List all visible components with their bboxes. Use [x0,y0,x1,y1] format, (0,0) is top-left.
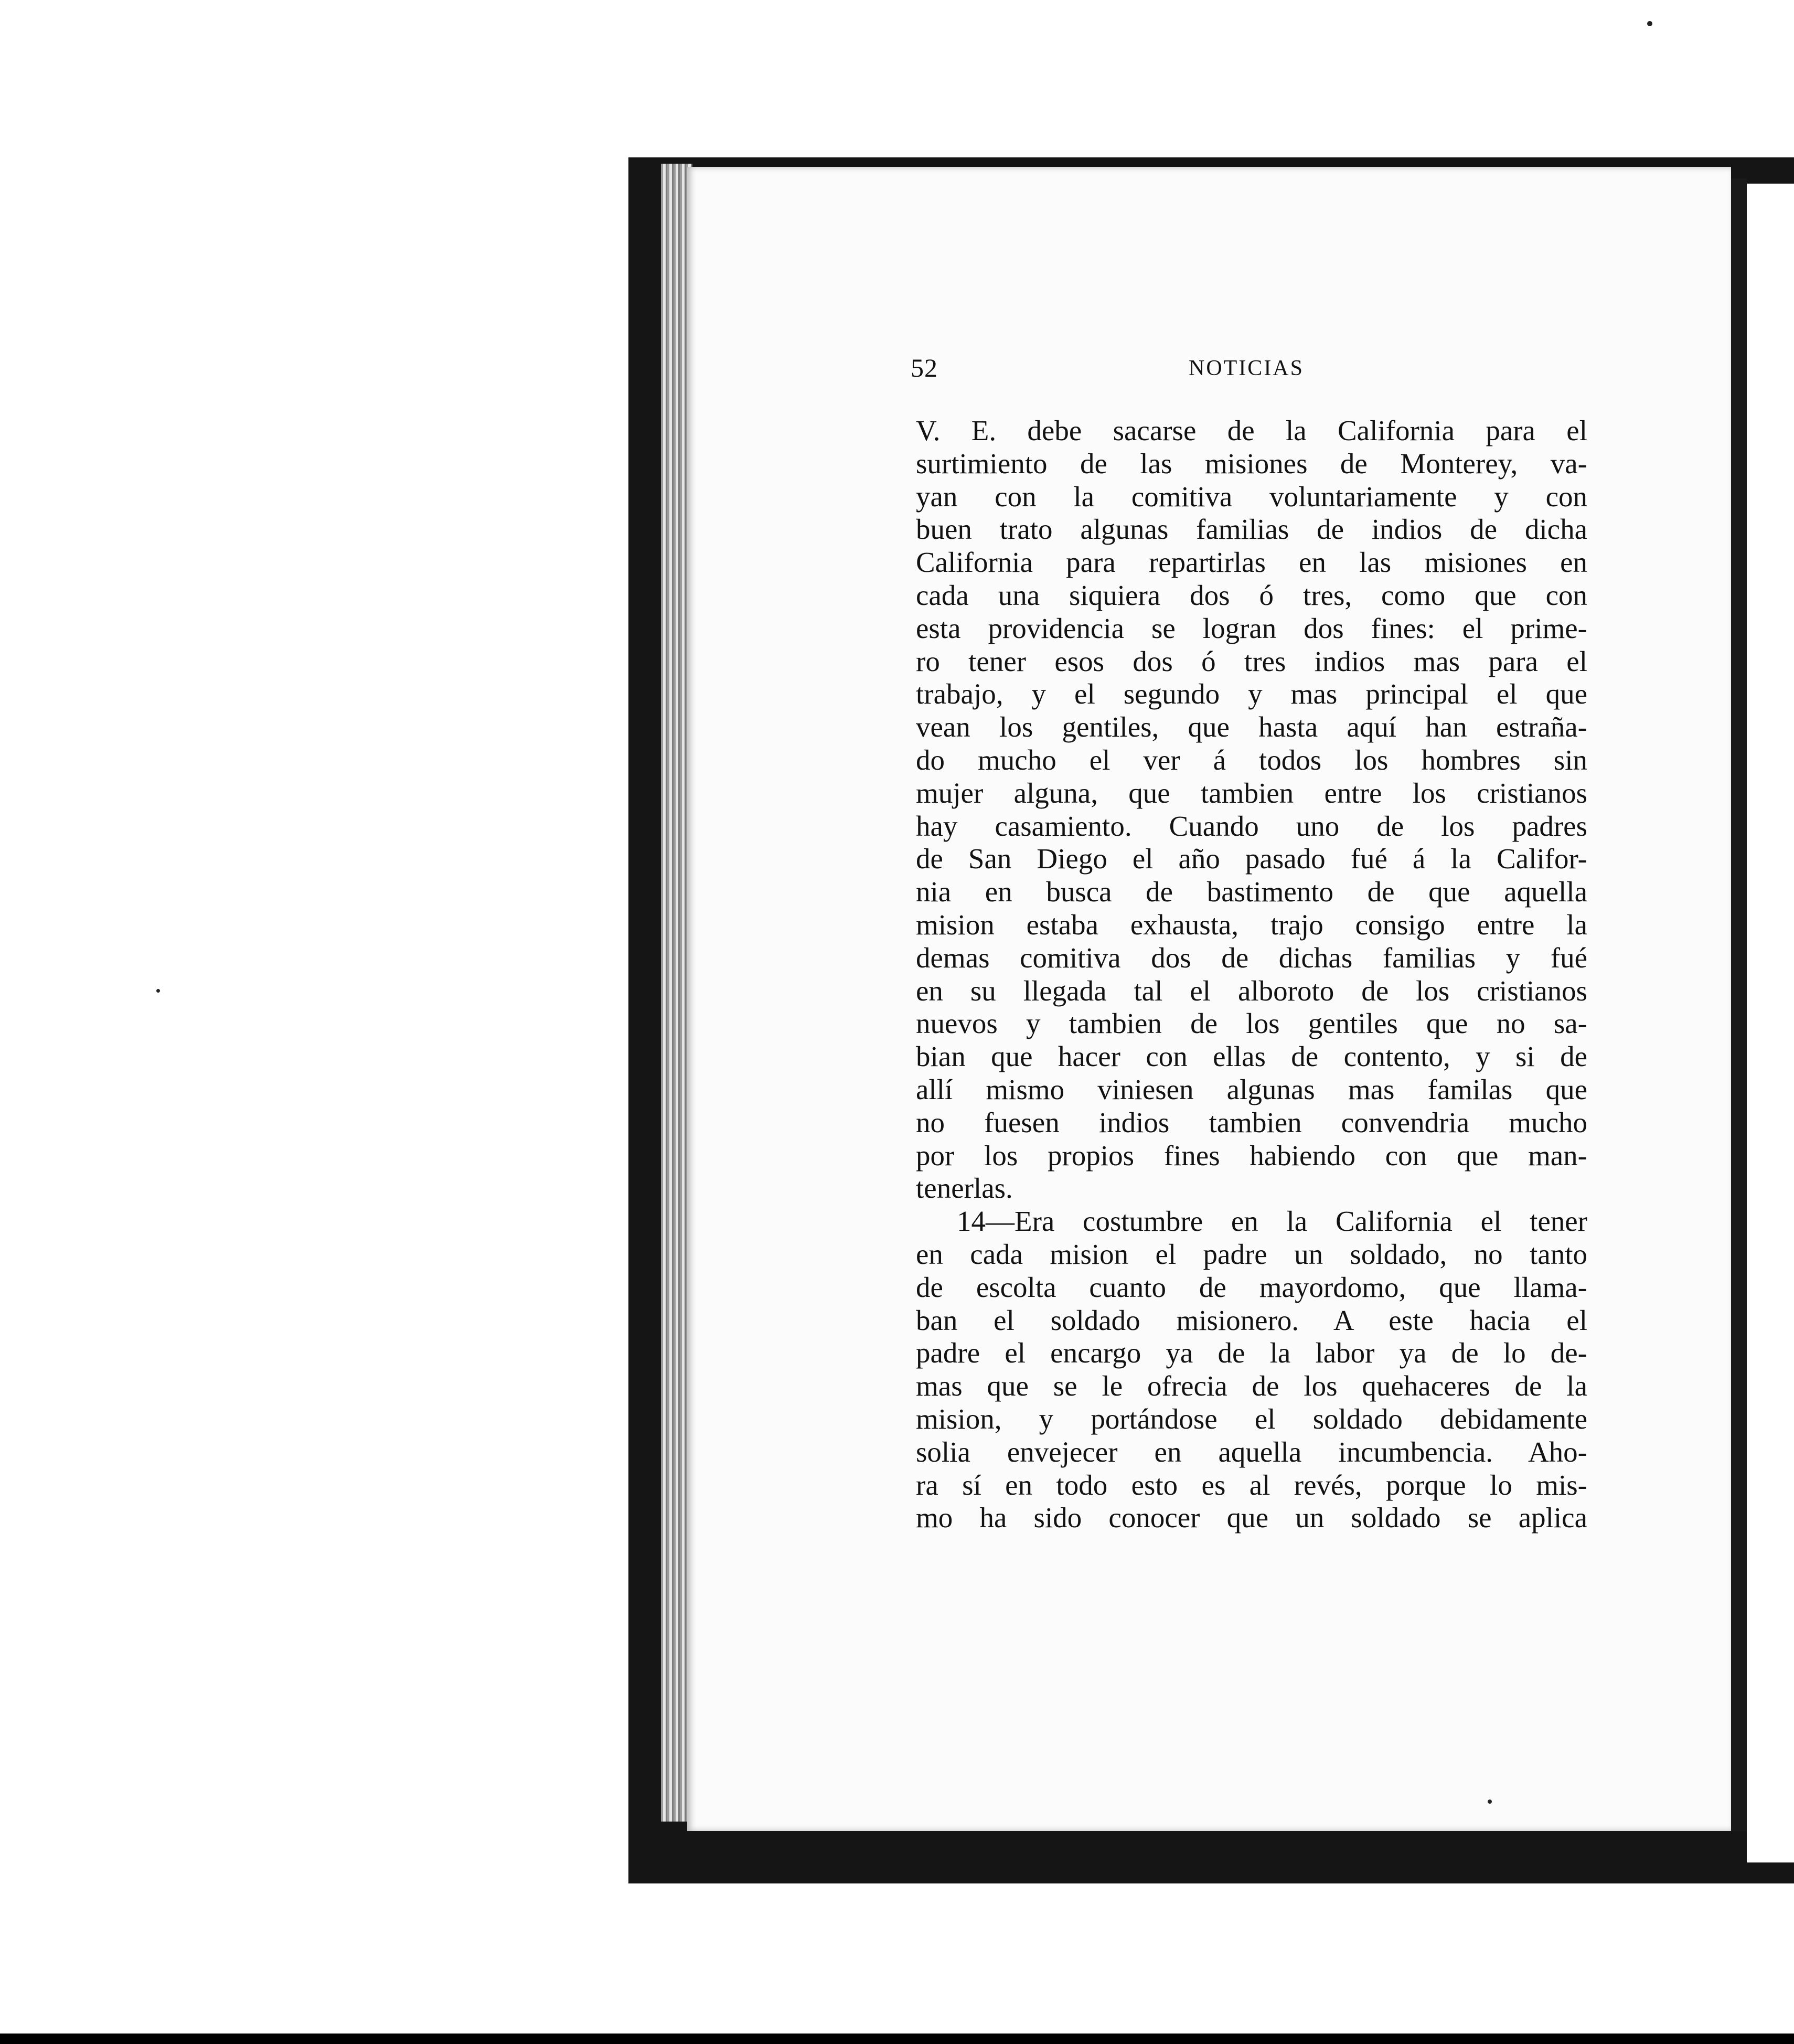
text-line: en su llegada tal el alboroto de los cristianos [916,974,1587,1007]
text-line: cada una siquiera dos ó tres, como que con [916,579,1587,611]
text-line: vean los gentiles, que hasta aquí han estraña- [916,711,1587,743]
text-line: por los propios fines habiendo con que man- [916,1139,1587,1172]
text-line: do mucho el ver á todos los hombres sin [916,743,1587,776]
running-title: NOTICIAS [1189,356,1304,380]
scan-speck [156,989,160,993]
text-line: padre el encargo ya de la labor ya de lo de- [916,1337,1587,1369]
text-line: surtimiento de las misiones de Monterey, va- [916,447,1587,480]
text-line: 14—Era costumbre en la California el tener [957,1205,1587,1238]
text-line: mujer alguna, que tambien entre los cristianos [916,776,1587,809]
text-line: California para repartirlas en las misiones en [916,546,1587,579]
book-cover-right-edge [1731,178,1747,1831]
text-line: bian que hacer con ellas de contento, y si de [916,1040,1587,1073]
text-line: mision estaba exhausta, trajo consigo entre la [916,908,1587,941]
scan-speck [1647,21,1652,26]
text-line: ro tener esos dos ó tres indios mas para el [916,645,1587,677]
scan-bottom-border [0,2034,1794,2044]
body-text [916,414,1587,1535]
text-line: trabajo, y el segundo y mas principal el que [916,678,1587,710]
text-line: de San Diego el año pasado fué á la Califor- [916,843,1587,875]
text-line: no fuesen indios tambien convendria mucho [916,1106,1587,1138]
page-number: 52 [911,353,938,382]
text-line: mas que se le ofrecia de los quehaceres de la [916,1370,1587,1402]
text-line: buen trato algunas familias de indios de dicha [916,513,1587,546]
text-line: de escolta cuanto de mayordomo, que llama- [916,1271,1587,1303]
text-line: yan con la comitiva voluntariamente y con [916,480,1587,513]
text-line: V. E. debe sacarse de la California para el [916,414,1587,446]
text-line: demas comitiva dos de dichas familias y fué [916,941,1587,974]
text-line: ra sí en todo esto es al revés, porque lo mis- [916,1468,1587,1501]
scan-speck [1488,1800,1492,1804]
page-header [911,353,1586,389]
text-line: solia envejecer en aquella incumbencia. Aho- [916,1435,1587,1468]
text-line: ban el soldado misionero. A este hacia el [916,1304,1587,1336]
text-line: mo ha sido conocer que un soldado se aplica [916,1502,1587,1534]
text-line: en cada mision el padre un soldado, no tanto [916,1238,1587,1270]
text-line: nuevos y tambien de los gentiles que no sa- [916,1007,1587,1040]
background-right [1747,184,1794,1862]
text-line: nia en busca de bastimento de que aquella [916,876,1587,908]
text-line: mision, y portándose el soldado debidamente [916,1402,1587,1435]
text-line: esta providencia se logran dos fines: el prime- [916,612,1587,644]
text-line: tenerlas. [916,1172,1013,1205]
text-line: allí mismo viniesen algunas mas familas que [916,1073,1587,1105]
text-line: hay casamiento. Cuando uno de los padres [916,810,1587,842]
